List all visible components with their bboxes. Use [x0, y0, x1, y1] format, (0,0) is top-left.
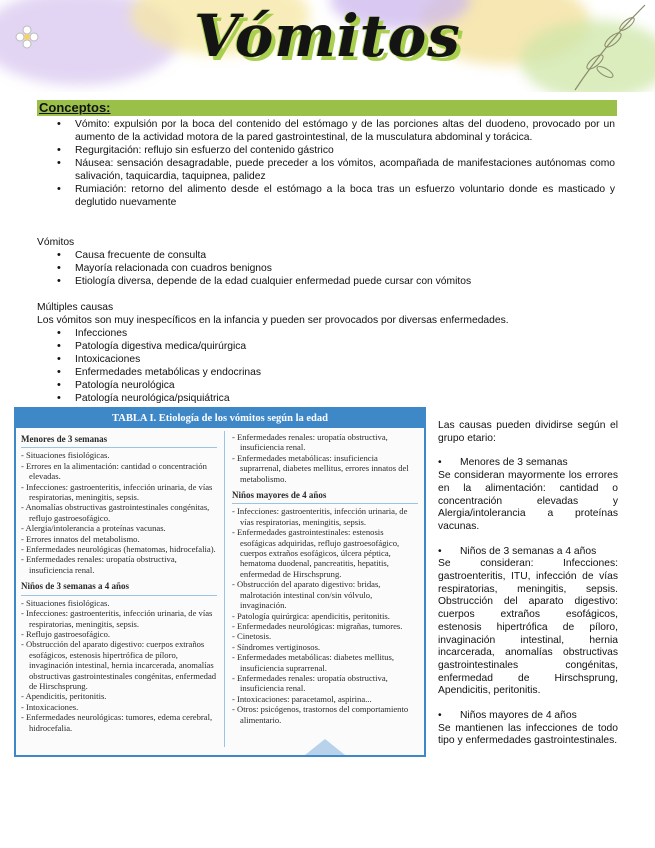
- list-item: • Intoxicaciones: [37, 353, 615, 366]
- table-item: - Síndromes vertiginosos.: [232, 641, 321, 652]
- group-text: Se consideran mayormente los errores en la alimentación: cantidad o concentración elevadas y Alergia/intolerancia a proteínas vacunas.: [438, 470, 618, 532]
- concepts-heading: Conceptos:: [39, 100, 111, 115]
- vomitos-list: [37, 249, 615, 288]
- table-item: - Intoxicaciones: paracetamol, aspirina...: [232, 693, 372, 704]
- list-item: • Patología neurológica/psiquiátrica: [37, 392, 615, 405]
- concepts-heading-bar: [37, 100, 617, 116]
- etiology-table: [14, 407, 426, 757]
- list-item: • Causa frecuente de consulta: [37, 249, 615, 262]
- causas-heading: Múltiples causas: [37, 302, 114, 313]
- page-title: Vómitos: [194, 2, 461, 70]
- table-item: - Infecciones: gastroenteritis, infección urinaria, de vías respiratorias, meningitis, sepsis.: [21, 481, 213, 503]
- table-item: - Enfermedades renales: uropatía obstructiva, insuficiencia renal.: [232, 432, 388, 453]
- group-text: Se mantienen las infecciones de todo tipo y enfermedades gastrointestinales.: [438, 722, 618, 747]
- header-banner: [0, 0, 655, 92]
- table-item: - Situaciones fisiológicas.: [21, 597, 110, 608]
- table-item: - Errores en la alimentación: cantidad o concentración elevadas.: [21, 460, 207, 482]
- list-item: • Vómito: expulsión por la boca del contenido del estómago y de las porciones altas del duodeno, provocado por un aumento de la actividad motora de la pared gastrointestinal, de la musculatura abdominal y torácica.: [37, 118, 615, 144]
- list-item: • Patología digestiva medica/quirúrgica: [37, 340, 615, 353]
- age-groups-note: [438, 420, 618, 748]
- note-intro: Las causas pueden dividirse según el grupo etario:: [438, 420, 618, 444]
- table-item: - Enfermedades metabólicas: diabetes mellitus, insuficiencia suprarrenal.: [232, 652, 395, 673]
- table-right-column: [232, 432, 418, 725]
- table-item: - Enfermedades gastrointestinales: estenosis esofágicas adquiridas, reflujo gastroesofágico, cuerpos extraños esofágicos, úlcera péptica, hematoma duodenal, pancreatitis, hepatitis, enfermedad de Hirschsprung.: [232, 527, 400, 579]
- table-item: - Enfermedades renales: uropatía obstructiva, insuficiencia renal.: [21, 554, 177, 575]
- concepts-list: [37, 118, 615, 209]
- table-item: - Cinetosis.: [232, 631, 272, 642]
- decorative-triangle: [305, 739, 345, 755]
- vomitos-section: [37, 236, 615, 288]
- divider: [232, 503, 418, 504]
- group-label: • Niños mayores de 4 años: [438, 710, 618, 723]
- list-item: • Mayoría relacionada con cuadros benignos: [37, 262, 615, 275]
- table-item: - Anomalías obstructivas gastrointestinales congénitas, reflujo gastroesofágico.: [21, 502, 210, 523]
- table-item: - Infecciones: gastroenteritis, infección urinaria, de vías respiratorias, meningitis, sepsis.: [21, 608, 213, 629]
- table-item: - Errores innatos del metabolismo.: [21, 533, 140, 544]
- group-label: • Menores de 3 semanas: [438, 457, 618, 470]
- causas-intro: Los vómitos son muy inespecíficos en la infancia y pueden ser provocados por diversas enfermedades.: [37, 315, 509, 326]
- list-item: • Rumiación: retorno del alimento desde el estómago a la boca tras un esfuerzo voluntario donde es masticado y deglutido nuevamente: [37, 183, 615, 209]
- list-item: • Infecciones: [37, 327, 615, 340]
- list-item: • Náusea: sensación desagradable, puede preceder a los vómitos, acompañada de manifestaciones autónomas como salivación, taquicardia, taquipnea, palidez: [37, 157, 615, 183]
- table-item: - Enfermedades metabólicas: insuficiencia suprarrenal, diabetes mellitus, errores innatos del metabolismo.: [232, 452, 409, 484]
- table-item: - Enfermedades neurológicas: migrañas, tumores.: [232, 620, 403, 631]
- table-item: - Obstrucción del aparato digestivo: bridas, malrotación intestinal con/sin vólvulo, invaginación.: [232, 579, 381, 611]
- table-item: - Infecciones: gastroenteritis, infección urinaria, de vías respiratorias, meningitis, sepsis.: [232, 506, 408, 527]
- causas-section: [37, 301, 615, 405]
- table-item: - Intoxicaciones.: [21, 701, 79, 712]
- divider: [21, 595, 217, 596]
- table-item: - Enfermedades neurológicas: tumores, edema cerebral, hidrocefalia.: [21, 712, 213, 733]
- table-item: - Patología quirúrgica: apendicitis, peritonitis.: [232, 610, 390, 621]
- table-item: - Reflujo gastroesofágico.: [21, 628, 111, 639]
- table-item: - Apendicitis, peritonitis.: [21, 691, 107, 702]
- table-left-column: [21, 432, 217, 733]
- table-item: - Enfermedades renales: uropatía obstructiva, insuficiencia renal.: [232, 672, 388, 694]
- table-item: - Situaciones fisiológicas.: [21, 450, 110, 461]
- list-item: • Regurgitación: reflujo sin esfuerzo del contenido gástrico: [37, 144, 615, 157]
- divider: [21, 447, 217, 448]
- column-divider: [224, 431, 225, 747]
- group-label: • Niños de 3 semanas a 4 años: [438, 546, 618, 559]
- list-item: • Enfermedades metabólicas y endocrinas: [37, 366, 615, 379]
- table-section-heading: Niños de 3 semanas a 4 años: [21, 581, 130, 592]
- table-item: - Otros: psicógenos, trastornos del comportamiento alimentario.: [232, 704, 409, 725]
- causas-list: [37, 327, 615, 405]
- table-title: TABLA I. Etiología de los vómitos según la edad: [16, 409, 424, 428]
- table-item: - Obstrucción del aparato digestivo: cuerpos extraños esofágicos, estenosis hipertrófica de píloro, invaginación intestinal, hernia incarcerada, anomalías obstructivas gastrointestinales congénitas, enfermedad de Hirschsprung.: [21, 639, 217, 691]
- table-section-heading: Niños mayores de 4 años: [232, 490, 327, 501]
- list-item: • Etiología diversa, depende de la edad cualquier enfermedad puede cursar con vómitos: [37, 275, 615, 288]
- table-item: - Alergia/intolerancia a proteínas vacunas.: [21, 523, 166, 534]
- concepts-section: [37, 118, 615, 209]
- group-text: Se consideran: Infecciones: gastroenteritis, ITU, infección de vías respiratorias, meningitis, sepsis. Obstrucción del aparato digestivo: cuerpos extraños esofágicos, estenosis hipertrófica de píloro, invaginación intestinal, hernia incarcerada, anomalías obstructivas gastrointestinales congénitas, enfermedad de Hirschsprung, Apendicitis, peritonitis.: [438, 558, 618, 697]
- vomitos-heading: Vómitos: [37, 237, 75, 248]
- list-item: • Patología neurológica: [37, 379, 615, 392]
- table-section-heading: Menores de 3 semanas: [21, 434, 108, 444]
- table-item: - Enfermedades neurológicas (hematomas, hidrocefalia).: [21, 544, 216, 555]
